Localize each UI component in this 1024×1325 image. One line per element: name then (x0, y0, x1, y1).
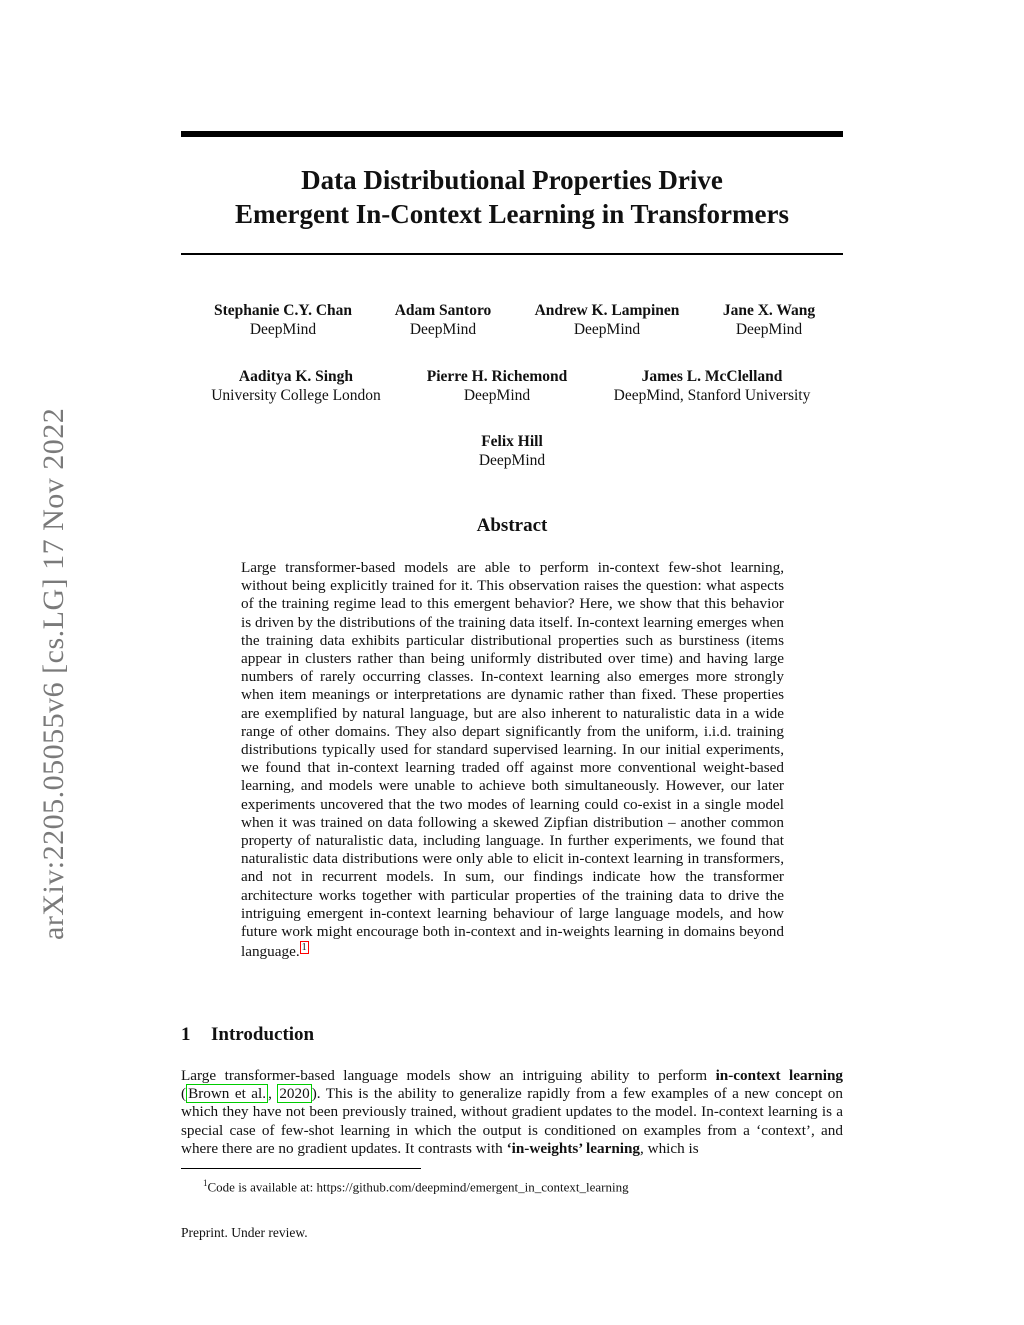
section-title: Introduction (211, 1024, 315, 1045)
author (535, 301, 680, 339)
author (395, 301, 492, 339)
section-number: 1 (181, 1024, 191, 1045)
abstract-heading: Abstract (476, 515, 548, 536)
footnote (203, 1175, 629, 1195)
author-name: Aaditya K. Singh (238, 368, 354, 385)
author-affiliation: DeepMind (478, 452, 546, 469)
arxiv-sidebar-stamp: arXiv:2205.05055v6 [cs.LG] 17 Nov 2022 (37, 407, 70, 940)
author-affiliation: DeepMind (735, 321, 803, 338)
footnote-text: Code is available at: https://github.com/deepmind/emergent_in_context_learning (207, 1179, 629, 1195)
section-heading (181, 1024, 314, 1046)
intro-text: , (268, 1085, 278, 1103)
author-name: Pierre H. Richemond (426, 368, 568, 385)
title-bottom-rule (181, 253, 843, 255)
intro-text: , which is (640, 1139, 699, 1157)
intro-bold-term: in-context learning (715, 1067, 843, 1084)
author (723, 301, 815, 339)
footnote-rule (181, 1168, 421, 1169)
title-line-1: Data Distributional Properties Drive (301, 165, 723, 195)
author (211, 367, 381, 405)
author-affiliation: University College London (211, 387, 381, 404)
paper-title (181, 163, 843, 231)
author-name: Adam Santoro (394, 302, 492, 319)
footnote-link[interactable]: 1 (301, 942, 307, 954)
author-affiliation: DeepMind (409, 321, 477, 338)
title-line-2: Emergent In-Context Learning in Transformers (235, 199, 789, 229)
author-name: Felix Hill (481, 433, 543, 450)
preprint-note: Preprint. Under review. (181, 1225, 308, 1240)
author-name: Jane X. Wang (722, 302, 816, 319)
author-affiliation: DeepMind (249, 321, 317, 338)
footnote-marker: 1 (203, 1178, 208, 1188)
title-top-rule (181, 131, 843, 137)
author (214, 301, 352, 339)
author (479, 432, 545, 470)
author-name: Andrew K. Lampinen (534, 302, 680, 319)
author-affiliation: DeepMind, Stanford University (613, 387, 811, 404)
intro-paragraph (181, 1067, 843, 1158)
author (614, 367, 811, 405)
author (427, 367, 567, 405)
citation-link[interactable]: Brown et al. (188, 1085, 267, 1103)
intro-text: ). This is the ability to generalize rapidly from a few examples of a new concept on which they have not been previously trained, without gradient updates to the model. In-context learning is a special case of few-shot learning in which the output is conditioned on examples from a ‘context’, and where there are no gradient updates. It contrasts with (181, 1085, 843, 1157)
author-name: Stephanie C.Y. Chan (213, 302, 353, 319)
citation-year-link[interactable]: 2020 (279, 1085, 310, 1103)
abstract-text (241, 559, 784, 962)
abstract-body: Large transformer-based models are able to perform in-context few-shot learning, without being explicitly trained for it. This observation raises the question: what aspects of the training regime lead to this emergent behavior? Here, we show that this behavior is driven by the distributions of the training data itself. In-context learning emerges when the training data exhibits particular distributional properties such as burstiness (items appear in clusters rather than being uniformly distributed over time) and having large numbers of rarely occurring classes. In-context learning also emerges more strongly when item meanings or interpretations are dynamic rather than fixed. These properties are exemplified by natural language, but are also inherent to naturalistic data in a wide range of other domains. They also depart significantly from the uniform, i.i.d. training distributions typically used for standard supervised learning. In our initial experiments, we found that in-context learning traded off against more conventional weight-based learning, and models were unable to achieve both simultaneously. However, our later experiments uncovered that the two modes of learning could co-exist in a single model when it was trained on data following a skewed Zipfian distribution – another common property of naturalistic data, including language. In further experiments, we found that naturalistic data distributions were only able to elicit in-context learning in transformers, and not in recurrent models. In sum, our findings indicate how the transformer architecture works together with particular properties of the training data to drive the intriguing emergent in-context learning behaviour of large language models, and how future work might encourage both in-context and in-weights learning in domains beyond language. (241, 559, 784, 961)
intro-text: ( (181, 1085, 187, 1103)
author-affiliation: DeepMind (573, 321, 641, 338)
author-name: James L. McClelland (641, 368, 783, 385)
intro-text: Large transformer-based language models show an intriguing ability to perform (181, 1067, 716, 1084)
intro-bold-term: ‘in-weights’ learning (506, 1139, 641, 1157)
author-affiliation: DeepMind (463, 387, 531, 404)
